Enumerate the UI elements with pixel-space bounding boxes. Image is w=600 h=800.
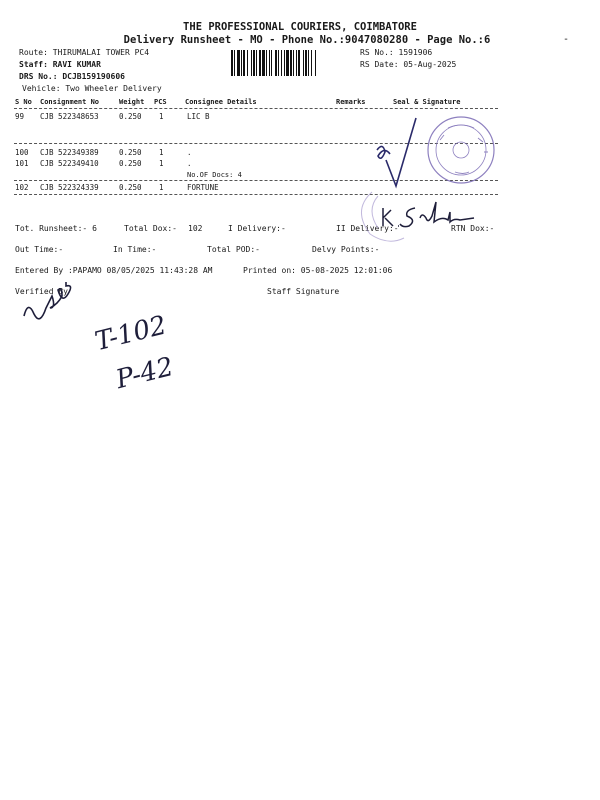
docs-count-note: No.OF Docs: 4 xyxy=(187,171,242,179)
handwritten-total: T-102 xyxy=(92,310,170,358)
staff-signature-ink xyxy=(383,202,474,227)
col-header-weight: Weight xyxy=(119,98,145,106)
total-dox-label: Total Dox:- xyxy=(124,224,177,233)
printed-on: Printed on: 05-08-2025 12:01:06 xyxy=(243,266,393,275)
row-consignee: FORTUNE xyxy=(187,183,219,192)
col-header-pcs: PCS xyxy=(154,98,167,106)
row-sno: 99 xyxy=(15,112,25,121)
ii-delivery: II Delivery:- xyxy=(336,224,399,233)
row-consignment: CJB 522349389 xyxy=(40,148,99,157)
row-pcs: 1 xyxy=(159,183,164,192)
out-time: Out Time:- xyxy=(15,245,64,254)
col-header-consignment: Consignment No xyxy=(40,98,100,106)
in-time: In Time:- xyxy=(113,245,157,254)
row-sno: 102 xyxy=(15,183,29,192)
col-header-sno: S No xyxy=(15,98,32,106)
row-pcs: 1 xyxy=(159,148,164,157)
staff-signature-label: Staff Signature xyxy=(267,287,340,296)
row-consignee: . xyxy=(187,159,192,168)
verified-by: Verified By xyxy=(15,287,68,296)
seal-stamp xyxy=(428,117,494,183)
delvy-points: Delvy Points:- xyxy=(312,245,380,254)
row-sno: 101 xyxy=(15,159,29,168)
row-consignment: CJB 522349410 xyxy=(40,159,99,168)
row-consignment: CJB 522324339 xyxy=(40,183,99,192)
row-weight: 0.250 xyxy=(119,148,142,157)
row-weight: 0.250 xyxy=(119,112,142,121)
row-consignment: CJB 522348653 xyxy=(40,112,99,121)
row-weight: 0.250 xyxy=(119,159,142,168)
row-pcs: 1 xyxy=(159,159,164,168)
rs-number: RS No.: 1591906 xyxy=(360,48,433,57)
rs-date: RS Date: 05-Aug-2025 xyxy=(360,60,457,69)
verified-scribble xyxy=(24,282,71,319)
staff-label: Staff: RAVI KUMAR xyxy=(19,60,101,69)
col-header-remarks: Remarks xyxy=(336,98,366,106)
entered-by: Entered By :PAPAMO 08/05/2025 11:43:28 AM xyxy=(15,266,213,275)
row-pcs: 1 xyxy=(159,112,164,121)
corner-mark: - xyxy=(563,34,570,45)
drs-label: DRS No.: DCJB159190606 xyxy=(19,72,125,81)
rtn-dox: RTN Dox:- xyxy=(451,224,495,233)
row-weight: 0.250 xyxy=(119,183,142,192)
handwritten-pod: P-42 xyxy=(113,351,177,396)
vehicle-label: Vehicle: Two Wheeler Delivery xyxy=(22,84,162,93)
tick-signature xyxy=(377,118,416,186)
row-consignee: . xyxy=(187,148,192,157)
route-label: Route: THIRUMALAI TOWER PC4 xyxy=(19,48,150,57)
company-title: THE PROFESSIONAL COURIERS, COIMBATORE xyxy=(183,21,417,33)
col-header-seal: Seal & Signature xyxy=(393,98,461,106)
runsheet-subtitle: Delivery Runsheet - MO - Phone No.:9047080280 - Page No.:6 xyxy=(123,34,491,46)
tot-runsheet: Tot. Runsheet:- 6 xyxy=(15,224,97,233)
i-delivery: I Delivery:- xyxy=(228,224,286,233)
total-dox-value: 102 xyxy=(188,224,203,233)
total-pod: Total POD:- xyxy=(207,245,260,254)
row-consignee: LIC B xyxy=(187,112,210,121)
col-header-consignee: Consignee Details xyxy=(185,98,257,106)
row-sno: 100 xyxy=(15,148,29,157)
